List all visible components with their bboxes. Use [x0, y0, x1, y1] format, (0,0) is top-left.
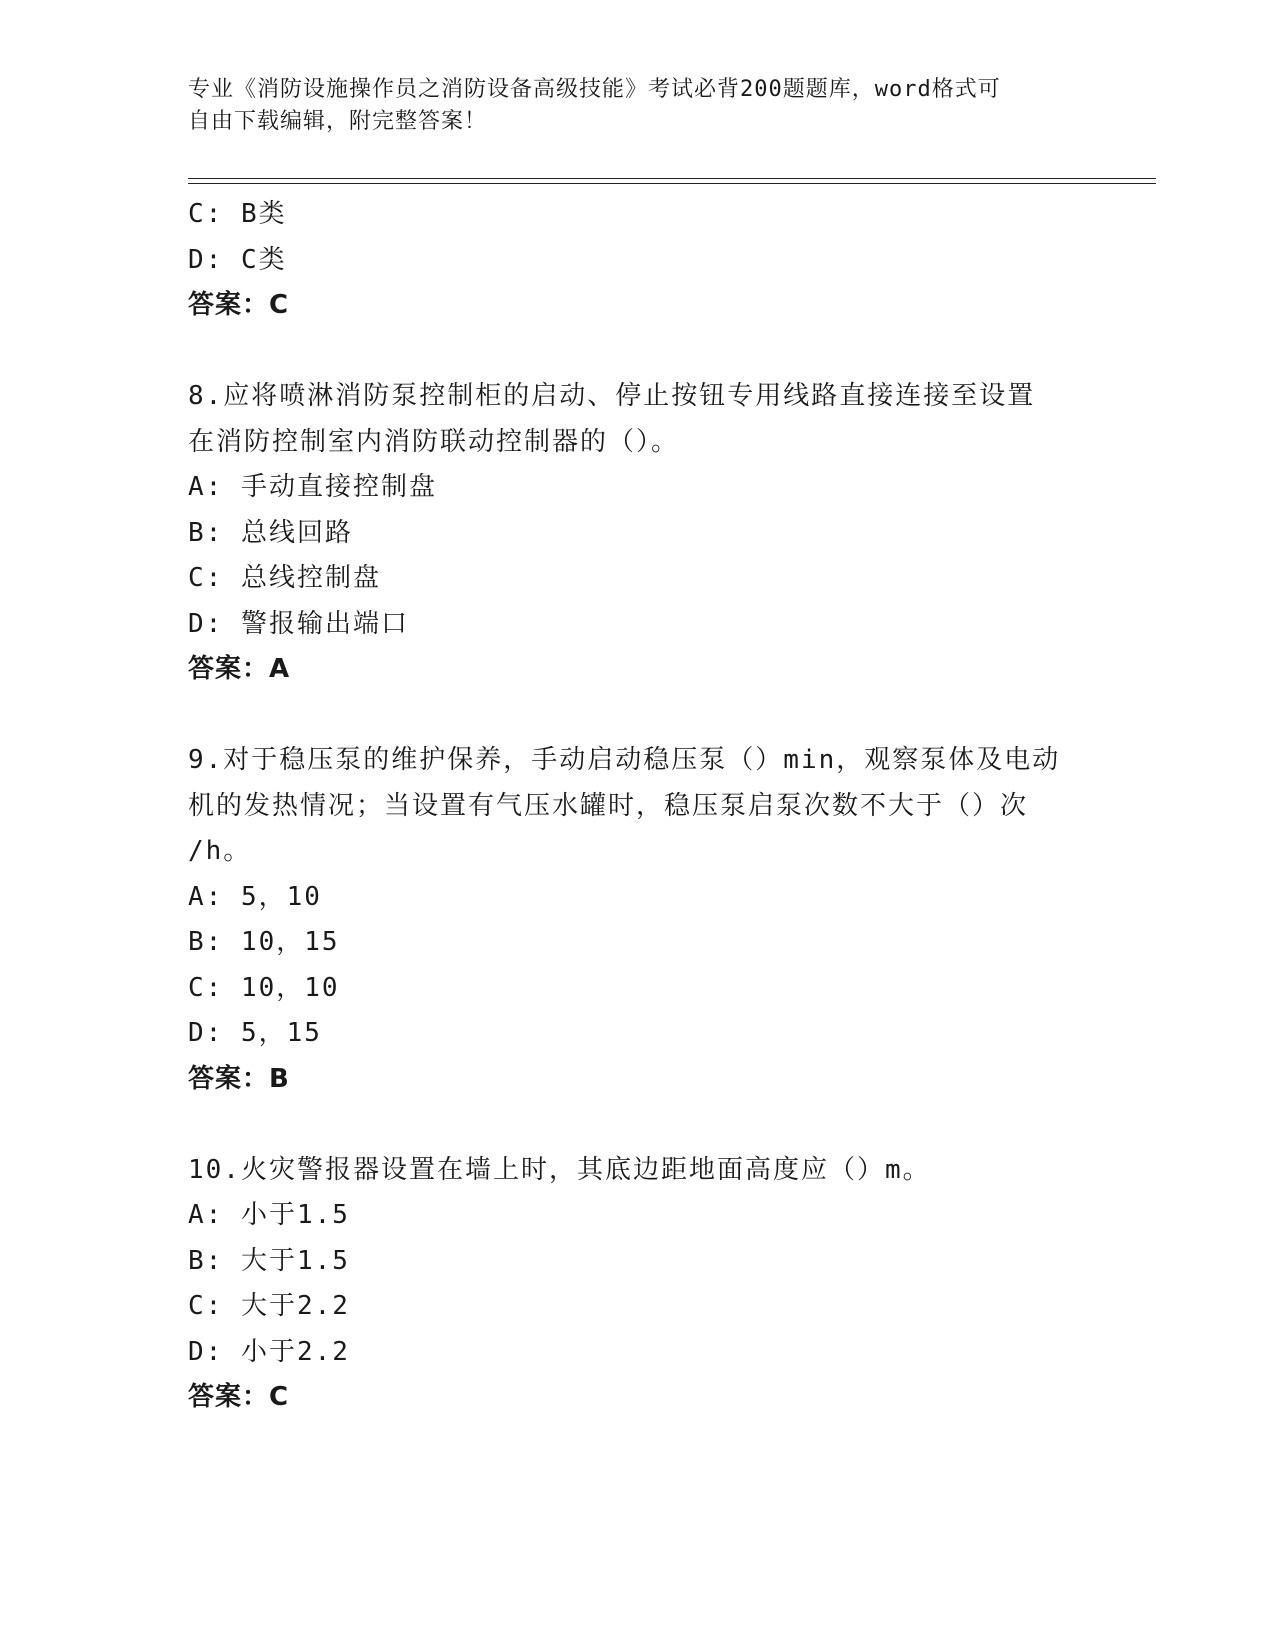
q10-option-d: D: 小于2.2	[188, 1336, 350, 1367]
q9-stem-line-2: 机的发热情况；当设置有气压水罐时，稳压泵启泵次数不大于（）次	[188, 790, 1029, 821]
q10-stem-line-1: 10.火灾警报器设置在墙上时，其底边距地面高度应（）m。	[188, 1154, 931, 1185]
question-9	[188, 738, 1088, 1102]
spacer	[188, 329, 1088, 375]
q9-option-a: A: 5，10	[188, 881, 322, 912]
q9-stem-line-1: 9.对于稳压泵的维护保养，手动启动稳压泵（）min，观察泵体及电动	[188, 745, 1061, 775]
q10-answer: 答案：C	[188, 1382, 290, 1412]
q8-option-c: C: 总线控制盘	[188, 563, 381, 593]
spacer	[188, 1102, 1088, 1148]
q9-option-c: C: 10，10	[188, 972, 340, 1003]
question-10	[188, 1148, 1088, 1421]
question-content	[188, 192, 1088, 1421]
q9-option-b: B: 10，15	[188, 927, 340, 957]
header-divider-bottom	[188, 183, 1156, 184]
q10-option-a: A: 小于1.5	[188, 1200, 350, 1230]
header-line-2: 自由下载编辑，附完整答案！	[188, 109, 488, 134]
q10-option-c: C: 大于2.2	[188, 1291, 350, 1321]
question-7-tail	[188, 192, 1088, 329]
q9-stem-line-3: /h。	[188, 836, 252, 866]
question-8	[188, 374, 1088, 693]
q8-stem-line-1: 8.应将喷淋消防泵控制柜的启动、停止按钮专用线路直接连接至设置	[188, 381, 1036, 411]
header-line-1: 专业《消防设施操作员之消防设备高级技能》考试必背200题题库，word格式可	[188, 77, 1001, 102]
spacer	[188, 693, 1088, 739]
q8-option-d: D: 警报输出端口	[188, 608, 409, 639]
q7-option-c: C: B类	[188, 199, 287, 229]
q8-option-b: B: 总线回路	[188, 517, 353, 548]
q9-option-d: D: 5，15	[188, 1018, 322, 1048]
header-divider-top	[188, 178, 1156, 179]
q8-stem-line-2: 在消防控制室内消防联动控制器的（）。	[188, 426, 680, 457]
q8-option-a: A: 手动直接控制盘	[188, 472, 437, 502]
q7-option-d: D: C类	[188, 244, 287, 275]
q9-answer: 答案：B	[188, 1063, 290, 1094]
q7-answer: 答案：C	[188, 290, 290, 320]
q10-option-b: B: 大于1.5	[188, 1245, 350, 1276]
page-header	[188, 74, 1068, 138]
q8-answer: 答案：A	[188, 654, 291, 684]
